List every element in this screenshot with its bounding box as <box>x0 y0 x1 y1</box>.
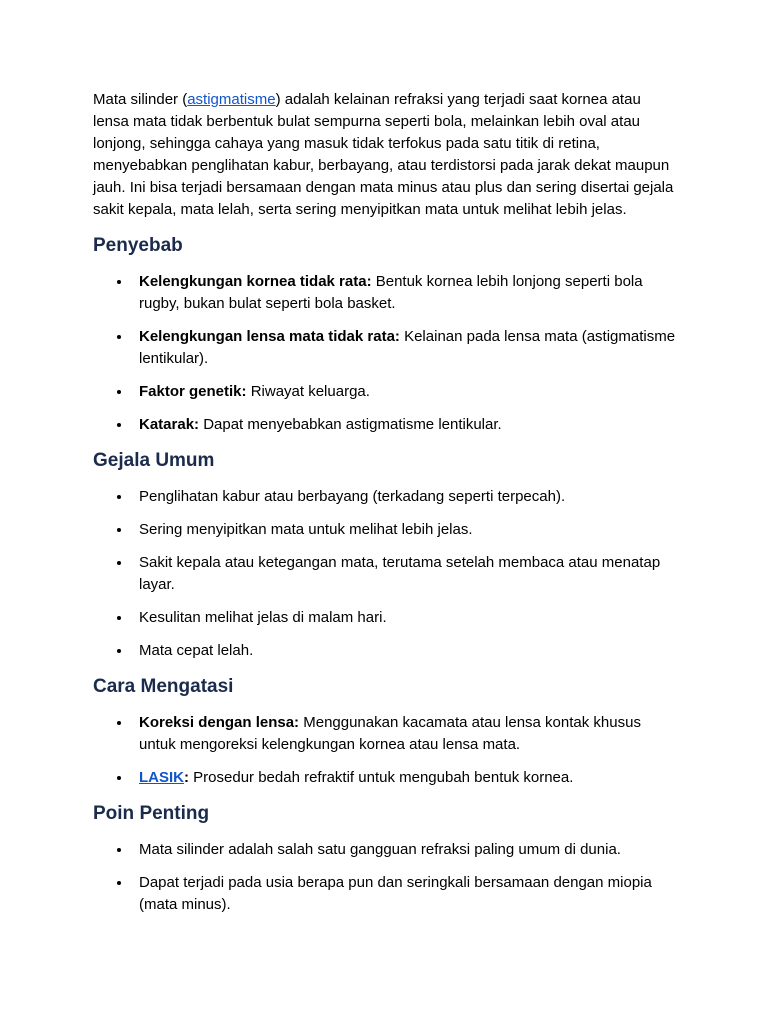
astigmatisme-link[interactable]: astigmatisme <box>187 91 276 108</box>
heading-penyebab: Penyebab <box>93 235 183 256</box>
list-item: Mata silinder adalah salah satu gangguan refraksi paling umum di dunia. <box>139 839 676 861</box>
heading-gejala-umum: Gejala Umum <box>93 450 215 471</box>
list-gejala <box>93 486 676 662</box>
list-penyebab <box>93 271 676 436</box>
item-description: Prosedur bedah refraktif untuk mengubah bentuk kornea. <box>189 769 574 786</box>
list-item: Penglihatan kabur atau berbayang (terkadang seperti terpecah). <box>139 486 676 508</box>
list-item: Mata cepat lelah. <box>139 640 676 662</box>
item-term: Faktor genetik: <box>139 383 247 400</box>
lasik-link[interactable]: LASIK <box>139 769 184 786</box>
intro-text-before: Mata silinder ( <box>93 91 188 108</box>
item-term: Koreksi dengan lensa: <box>139 714 300 731</box>
item-term: Katarak: <box>139 416 200 433</box>
intro-paragraph <box>93 89 676 221</box>
intro-text-after: ) adalah kelainan refraksi yang terjadi saat kornea atau lensa mata tidak berbentuk bulat sempurna seperti bola, melainkan lebih oval atau lonjong, sehingga cahaya yang masuk tidak terfokus pada satu titik di retina, menyebabkan penglihatan kabur, berbayang, atau terdistorsi pada jarak dekat maupun jauh. Ini bisa terjadi bersamaan dengan mata minus atau plus dan sering disertai gejala sakit kepala, mata lelah, serta sering menyipitkan mata untuk melihat lebih jelas. <box>93 91 674 218</box>
list-item: Dapat terjadi pada usia berapa pun dan seringkali bersamaan dengan miopia (mata minus). <box>139 872 676 916</box>
list-item: Sakit kepala atau ketegangan mata, terutama setelah membaca atau menatap layar. <box>139 552 676 596</box>
item-description: Riwayat keluarga. <box>246 383 370 400</box>
item-colon: : <box>184 769 189 786</box>
list-item <box>139 381 676 403</box>
list-item <box>139 326 676 370</box>
list-item: Sering menyipitkan mata untuk melihat lebih jelas. <box>139 519 676 541</box>
list-item <box>139 767 676 789</box>
heading-poin-penting: Poin Penting <box>93 803 210 824</box>
item-term: Kelengkungan kornea tidak rata: <box>139 273 372 290</box>
list-item <box>139 271 676 315</box>
heading-cara-mengatasi: Cara Mengatasi <box>93 676 234 697</box>
list-poin <box>93 839 676 916</box>
list-cara <box>93 712 676 789</box>
list-item <box>139 414 676 436</box>
list-item <box>139 712 676 756</box>
item-description: Bentuk kornea lebih lonjong seperti bola rugby, bukan bulat seperti bola basket. <box>139 273 643 312</box>
item-description: Menggunakan kacamata atau lensa kontak khusus untuk mengoreksi kelengkungan kornea atau lensa mata. <box>139 714 641 753</box>
item-description: Kelainan pada lensa mata (astigmatisme lentikular). <box>139 328 676 367</box>
list-item: Kesulitan melihat jelas di malam hari. <box>139 607 676 629</box>
item-description: Dapat menyebabkan astigmatisme lentikular. <box>199 416 502 433</box>
item-term: Kelengkungan lensa mata tidak rata: <box>139 328 400 345</box>
